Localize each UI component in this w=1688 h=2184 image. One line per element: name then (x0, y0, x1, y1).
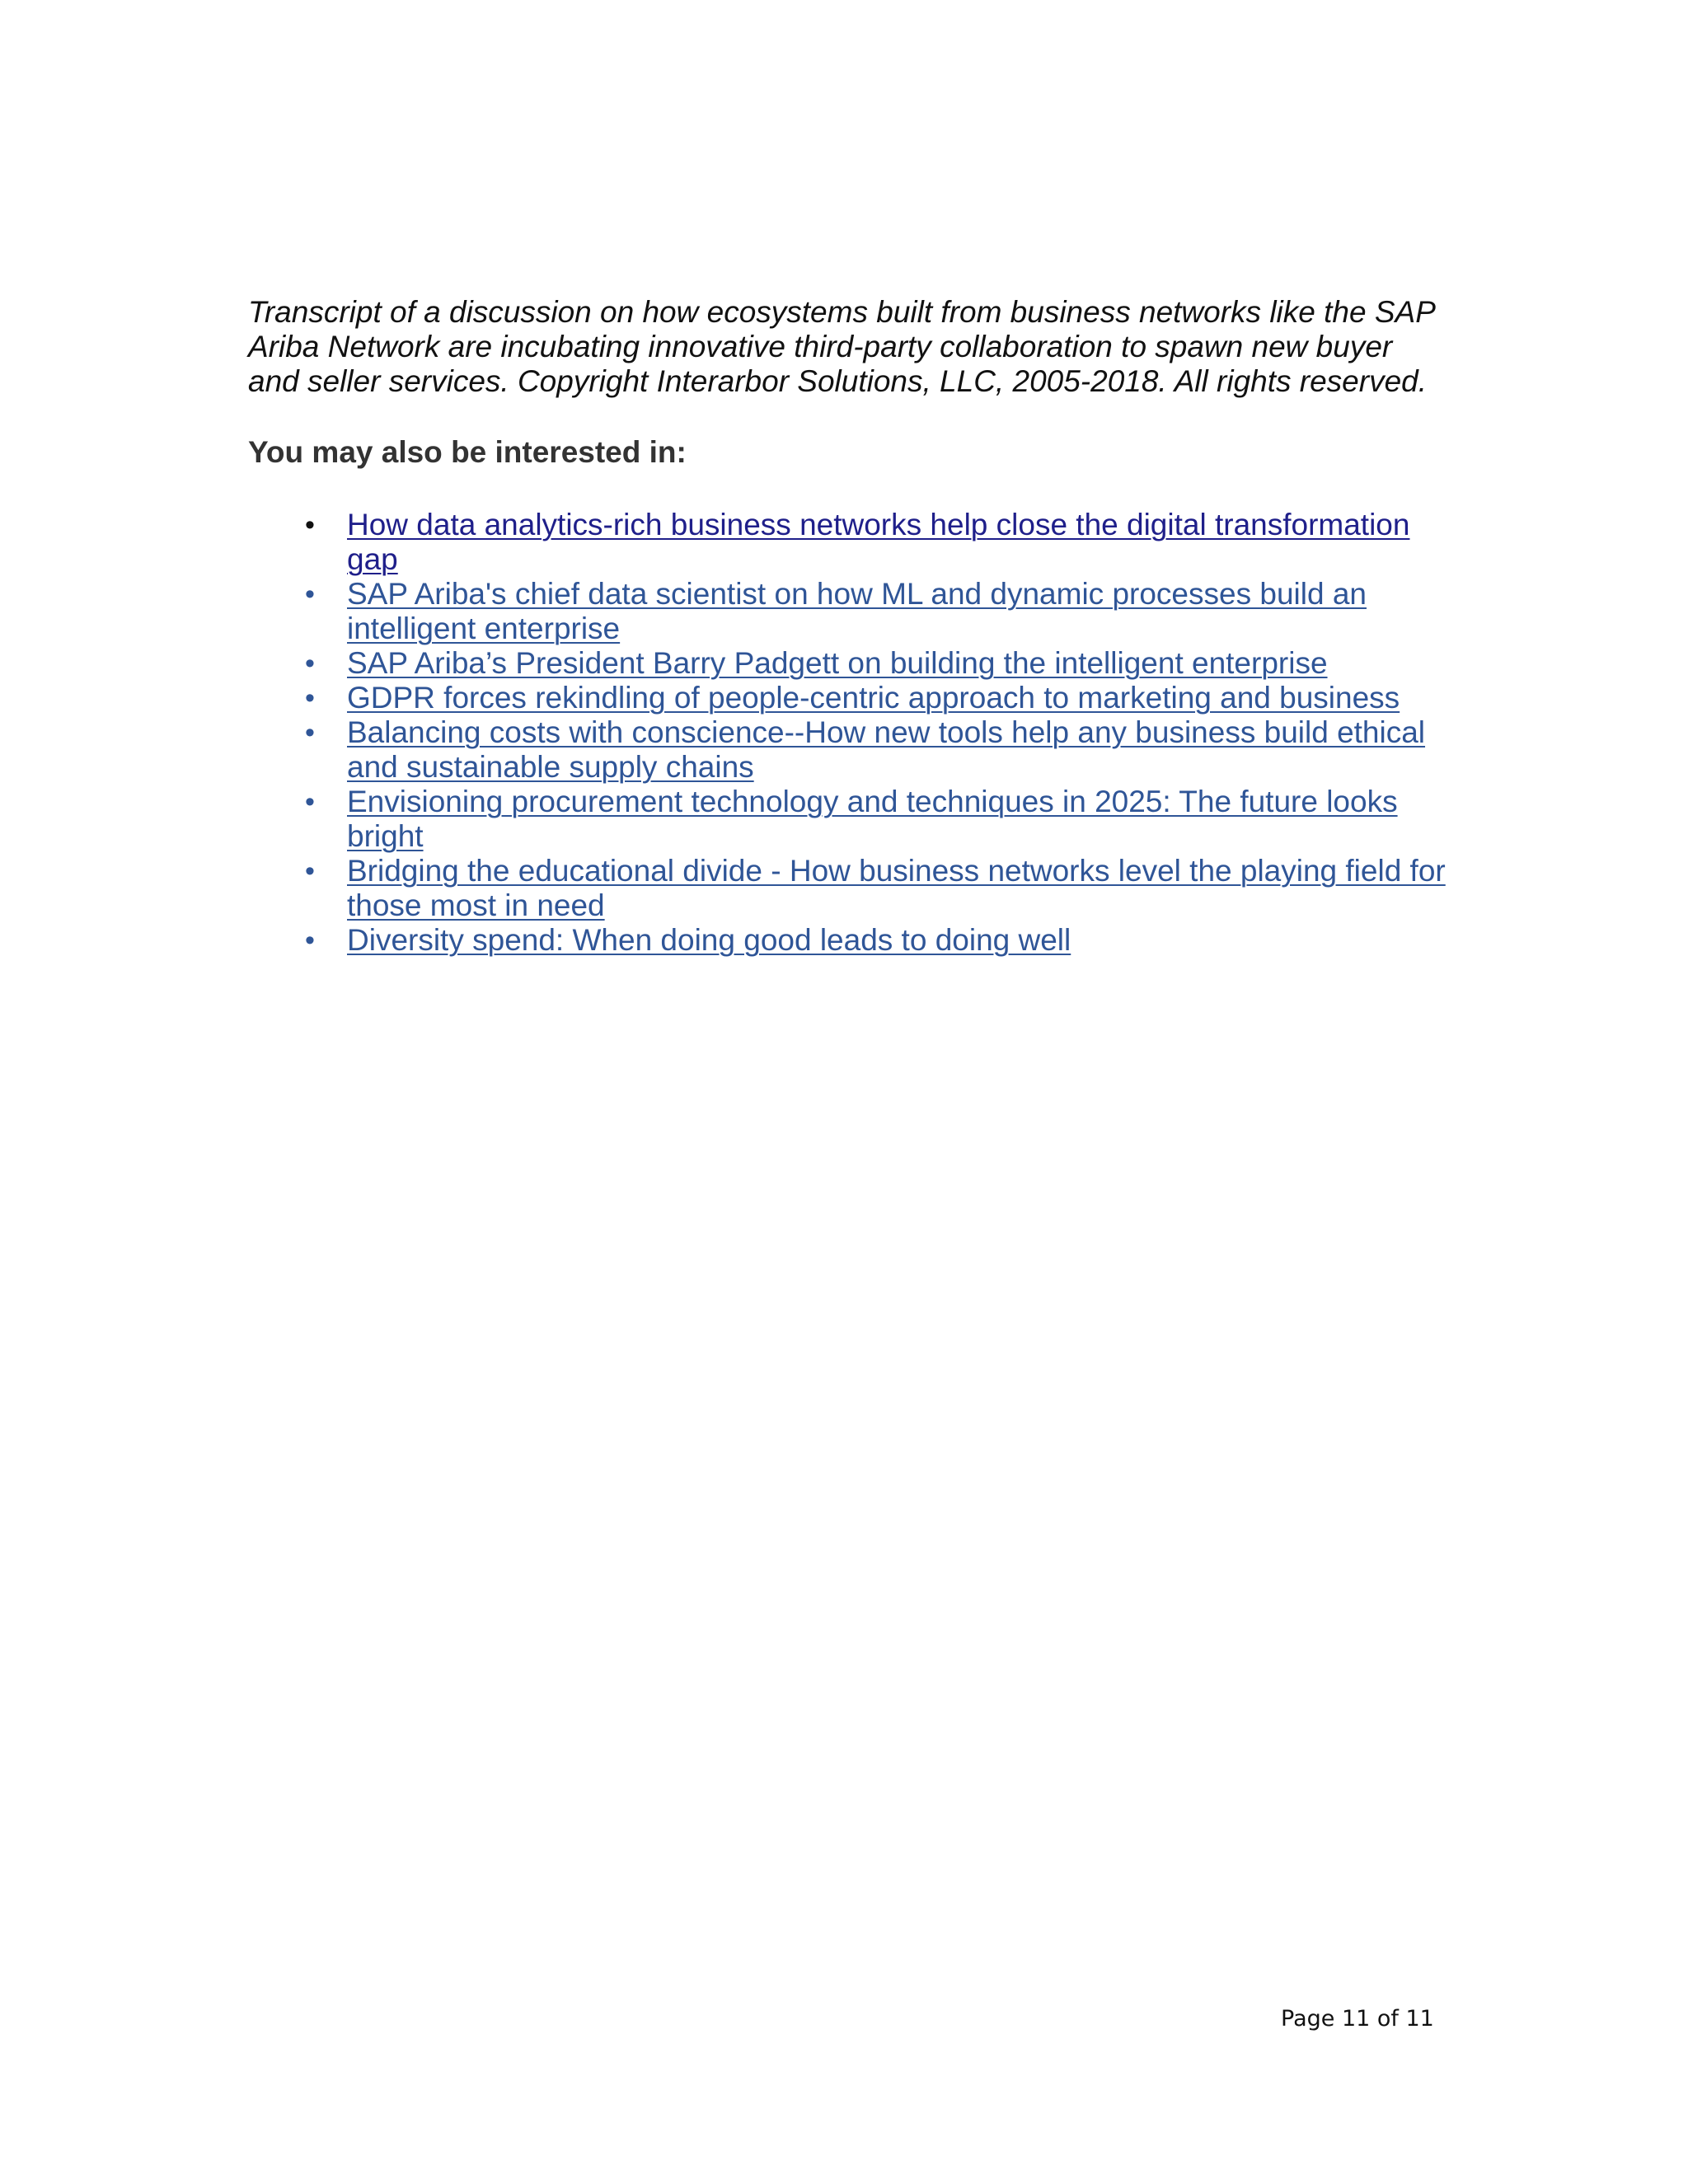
related-heading: You may also be interested in: (248, 435, 687, 469)
bullet-icon: • (305, 579, 315, 610)
page-content (248, 295, 1451, 958)
related-links-list (248, 508, 1451, 958)
related-link-analytics-networks[interactable]: How data analytics-rich business networks help close the digital transformation gap (347, 508, 1410, 576)
bullet-icon: • (305, 925, 315, 956)
related-link-diversity-spend[interactable]: Diversity spend: When doing good leads to doing well (347, 923, 1071, 957)
bullet-icon: • (305, 682, 315, 714)
related-link-procurement-2025[interactable]: Envisioning procurement technology and techniques in 2025: The future looks bright (347, 785, 1398, 853)
bullet-icon: • (305, 717, 315, 748)
related-link-barry-padgett[interactable]: SAP Ariba’s President Barry Padgett on building the intelligent enterprise (347, 646, 1328, 680)
list-item (305, 681, 1451, 715)
list-item (305, 508, 1451, 577)
list-item (305, 785, 1451, 854)
related-link-gdpr[interactable]: GDPR forces rekindling of people-centric approach to marketing and business (347, 681, 1400, 715)
related-link-costs-conscience[interactable]: Balancing costs with conscience--How new tools help any business build ethical and sustainable supply chains (347, 715, 1426, 784)
bullet-icon: • (305, 509, 315, 541)
bullet-icon: • (305, 648, 315, 679)
list-item (305, 577, 1451, 646)
list-item (305, 923, 1451, 958)
transcript-intro: Transcript of a discussion on how ecosystems built from business networks like the SAP Ariba Network are incubating innovative third-party collaboration to spawn new buyer and seller services. Copyright Interarbor Solutions, LLC, 2005-2018. All rights reserved. (248, 295, 1435, 398)
related-link-educational-divide[interactable]: Bridging the educational divide - How business networks level the playing field for those most in need (347, 854, 1446, 922)
list-item (305, 715, 1451, 785)
list-item (305, 854, 1451, 923)
bullet-icon: • (305, 855, 315, 887)
list-item (305, 646, 1451, 681)
page-number: Page 11 of 11 (1281, 2006, 1434, 2032)
related-link-chief-data-scientist[interactable]: SAP Ariba's chief data scientist on how ML and dynamic processes build an intelligent enterprise (347, 577, 1367, 645)
bullet-icon: • (305, 786, 315, 818)
